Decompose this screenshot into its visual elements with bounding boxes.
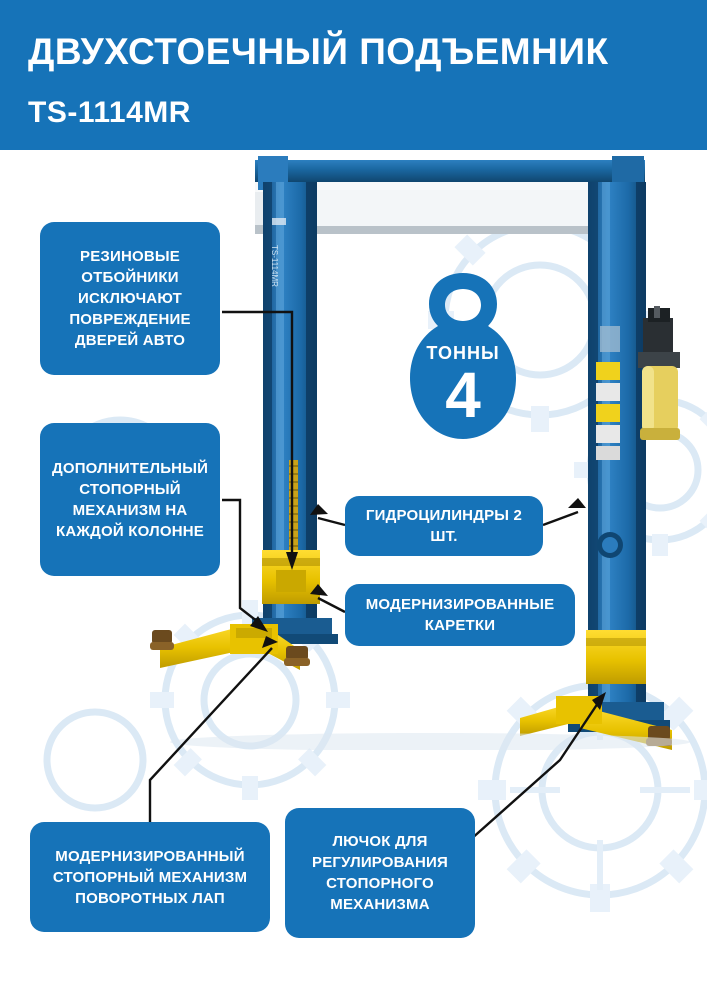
callout-text: ЛЮЧОК ДЛЯ РЕГУЛИРОВАНИЯ СТОПОРНОГО МЕХАНИЗМА — [312, 833, 448, 913]
right-carriage — [586, 630, 646, 684]
callout-upgraded-arm-lock[interactable] — [30, 822, 270, 932]
callout-text: ГИДРОЦИЛИНДРЫ 2 ШТ. — [365, 507, 523, 545]
page-title: ДВУХСТОЕЧНЫЙ ПОДЪЕМНИК — [28, 31, 609, 72]
left-arm-pad-rear — [284, 646, 310, 666]
callout-rubber-stoppers[interactable] — [40, 222, 220, 375]
callout-text: РЕЗИНОВЫЕ ОТБОЙНИКИ ИСКЛЮЧАЮТ ПОВРЕЖДЕНИЕ ДВЕРЕЙ АВТО — [69, 248, 191, 349]
capacity-value: 4 — [445, 359, 481, 431]
callout-hydraulic-cylinders[interactable] — [345, 496, 543, 556]
capacity-badge — [388, 265, 538, 455]
callout-text: ДОПОЛНИТЕЛЬНЫЙ СТОПОРНЫЙ МЕХАНИЗМ НА КАЖДОЙ КОЛОННЕ — [51, 459, 209, 540]
hydraulic-power-unit — [638, 306, 680, 440]
left-column — [248, 182, 338, 644]
header-banner — [0, 0, 707, 150]
svg-text:TS-1114MR: TS-1114MR — [270, 245, 279, 287]
left-arm-pad — [150, 630, 174, 650]
left-carriage — [262, 550, 320, 604]
callout-upgraded-carriages[interactable] — [345, 584, 575, 646]
capacity-unit-label: ТОННЫ — [426, 343, 500, 363]
callout-text: МОДЕРНИЗИРОВАННЫЙ СТОПОРНЫЙ МЕХАНИЗМ ПОВОРОТНЫХ ЛАП — [52, 847, 248, 907]
callout-extra-lock-mechanism[interactable] — [40, 423, 220, 576]
callout-adjustment-hatch[interactable] — [285, 808, 475, 938]
product-model: TS-1114MR — [28, 96, 191, 129]
callout-text: МОДЕРНИЗИРОВАННЫЕ КАРЕТКИ — [365, 596, 555, 634]
